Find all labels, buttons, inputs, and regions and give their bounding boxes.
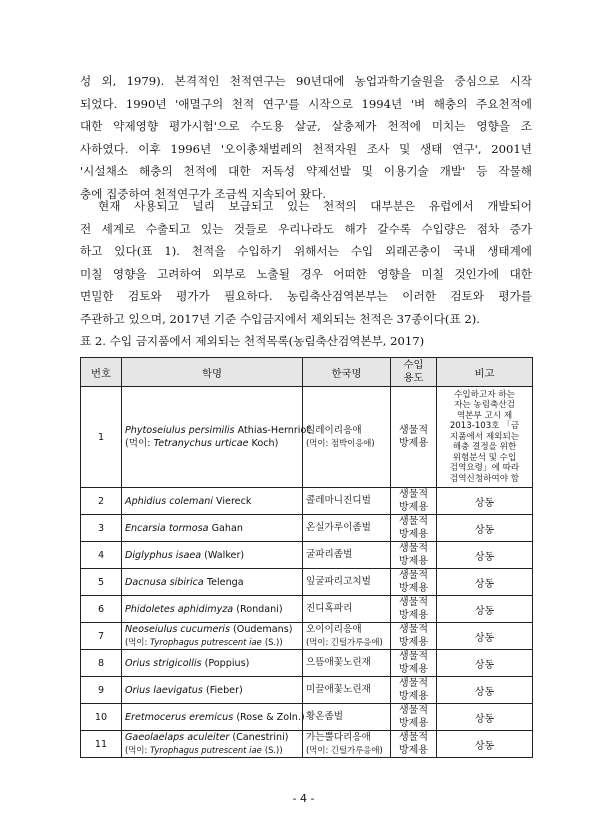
header-purpose-line2: 용도 bbox=[403, 372, 424, 384]
remarks-cell: 상동 bbox=[437, 515, 533, 542]
purpose-cell bbox=[391, 623, 437, 650]
scientific-author: (Walker) bbox=[204, 549, 245, 561]
remarks-line: 역본부 고시 제 bbox=[456, 410, 513, 421]
purpose-cell bbox=[391, 387, 437, 488]
korean-name: 칠레이리응애 bbox=[306, 424, 362, 436]
remarks-cell: 상동 bbox=[437, 677, 533, 704]
remarks-cell: 상동 bbox=[437, 623, 533, 650]
scientific-name-cell bbox=[122, 650, 303, 677]
purpose-line2: 방제용 bbox=[399, 718, 428, 729]
table-row bbox=[81, 677, 533, 704]
scientific-author: (Canestrini) bbox=[232, 732, 289, 743]
row-number: 6 bbox=[81, 596, 122, 623]
korean-name: 미끌애꽃노린재 bbox=[303, 677, 391, 704]
row-number: 11 bbox=[81, 731, 122, 758]
scientific-name-cell bbox=[122, 623, 303, 650]
scientific-author: (Poppius) bbox=[204, 657, 250, 669]
remarks-line: 수입하고자 하는 bbox=[454, 389, 515, 400]
remarks-cell: 상동 bbox=[437, 596, 533, 623]
korean-name: 잎굴파리고치벌 bbox=[303, 569, 391, 596]
korean-name: 가는뿔다리응애 bbox=[306, 731, 371, 743]
scientific-name: Eretmocerus eremicus bbox=[125, 711, 234, 723]
scientific-name-cell bbox=[122, 704, 303, 731]
prey-label: (먹이: bbox=[125, 637, 150, 647]
purpose-cell bbox=[391, 650, 437, 677]
paragraph-line: 전 세계로 수출되고 있는 것들로 우리나라도 해가 갈수록 수입량은 점차 증가 bbox=[80, 221, 532, 236]
natural-enemy-table bbox=[80, 357, 533, 758]
remarks-cell: 상동 bbox=[437, 704, 533, 731]
korean-name-cell bbox=[303, 387, 391, 488]
scientific-name-cell bbox=[122, 488, 303, 515]
row-number: 8 bbox=[81, 650, 122, 677]
scientific-name: Phidoletes aphidimyza bbox=[125, 603, 234, 615]
purpose-line2: 방제용 bbox=[399, 664, 428, 675]
paragraph-line: 면밀한 검토와 평가가 필요하다. 농림축산검역본부는 이러한 검토와 평가를 bbox=[80, 289, 532, 303]
scientific-author: (Oudemans) bbox=[233, 624, 293, 635]
scientific-author: (Fieber) bbox=[205, 684, 243, 696]
purpose-line1: 생물적 bbox=[399, 516, 428, 527]
paragraph-line: '시설채소 해충의 천적에 대한 저독성 약제선발 및 이용기술 개발' 등 작물해 bbox=[80, 164, 532, 178]
remarks-cell: 상동 bbox=[437, 731, 533, 758]
remarks-text bbox=[440, 390, 529, 485]
remarks-cell: 상동 bbox=[437, 542, 533, 569]
table-header-row bbox=[81, 358, 533, 387]
purpose-cell bbox=[391, 677, 437, 704]
purpose-line1: 생물적 bbox=[399, 678, 428, 689]
scientific-name-cell bbox=[122, 596, 303, 623]
purpose-cell bbox=[391, 569, 437, 596]
table-row bbox=[81, 387, 533, 488]
paragraph-line: 되었다. 1990년 '애멸구의 천적 연구'를 시작으로 1994년 '벼 해충의 주요천적에 bbox=[80, 96, 532, 111]
scientific-name: Orius strigicollis bbox=[125, 657, 202, 669]
purpose-line1: 생물적 bbox=[399, 732, 428, 743]
scientific-name-cell bbox=[122, 542, 303, 569]
remarks-line: 해충 결정을 위한 bbox=[452, 442, 517, 453]
remarks-cell bbox=[437, 387, 533, 488]
row-number: 7 bbox=[81, 623, 122, 650]
header-scientific-name: 학명 bbox=[122, 358, 303, 387]
scientific-name-cell bbox=[122, 387, 311, 488]
table-row bbox=[81, 569, 533, 596]
table-row bbox=[81, 623, 533, 650]
prey-author: (S.)) bbox=[264, 637, 283, 647]
scientific-author: (Rondani) bbox=[236, 603, 283, 615]
purpose-cell bbox=[391, 542, 437, 569]
purpose-line1: 생물적 bbox=[399, 624, 428, 635]
purpose-line1: 생물적 bbox=[399, 543, 428, 554]
scientific-author: (Rose & Zoln.) bbox=[236, 711, 305, 723]
purpose-line2: 방제용 bbox=[399, 691, 428, 702]
prey-scientific-name: Tetranychus urticae bbox=[153, 438, 249, 449]
table-row bbox=[81, 650, 533, 677]
korean-name: 으뜸애꽃노린재 bbox=[303, 650, 391, 677]
remarks-cell: 상동 bbox=[437, 488, 533, 515]
table-row bbox=[81, 542, 533, 569]
remarks-line: 검역요령」에 따라 bbox=[449, 463, 520, 474]
scientific-name: Aphidius colemani bbox=[125, 495, 213, 507]
table-row bbox=[81, 515, 533, 542]
prey-label: (먹이: bbox=[125, 745, 150, 755]
purpose-line2: 방제용 bbox=[399, 438, 428, 449]
row-number: 4 bbox=[81, 542, 122, 569]
prey-scientific-name: Tyrophagus putrescent iae bbox=[149, 745, 262, 755]
body-paragraph-2 bbox=[80, 195, 532, 330]
paragraph-line: 성 외, 1979). 본격적인 천적연구는 90년대에 농업과학기술원을 중심으로 시작 bbox=[80, 74, 532, 88]
scientific-name: Dacnusa sibirica bbox=[125, 576, 204, 588]
korean-prey-name: (먹이: 긴털가루응애) bbox=[306, 744, 383, 755]
remarks-line: 검역신청하여야 함 bbox=[449, 473, 520, 484]
scientific-name: Phytoseiulus persimilis bbox=[125, 425, 235, 436]
remarks-line: 위험분석 및 수입 bbox=[452, 452, 517, 463]
paragraph-line: 사하였다. 이후 1996년 '오이총채벌레의 천적자원 조사 및 생태 연구', 2001년 bbox=[80, 141, 532, 156]
purpose-line1: 생물적 bbox=[399, 570, 428, 581]
header-import-purpose bbox=[391, 358, 437, 387]
body-paragraph-1 bbox=[80, 70, 532, 205]
paragraph-line: 대한 약제영향 평가시험'으로 수도용 살균, 살충제가 천적에 미치는 영향을 조 bbox=[80, 119, 532, 133]
table-caption: 표 2. 수입 금지품에서 제외되는 천적목록(농림축산검역본부, 2017) bbox=[80, 334, 425, 348]
scientific-name-cell bbox=[122, 569, 303, 596]
korean-name: 오이이리응애 bbox=[306, 623, 362, 635]
header-korean-name: 한국명 bbox=[303, 358, 391, 387]
korean-name-cell bbox=[303, 623, 391, 650]
remarks-line: 지품에서 제외되는 bbox=[449, 431, 520, 442]
scientific-name-cell bbox=[122, 515, 303, 542]
row-number: 3 bbox=[81, 515, 122, 542]
prey-scientific-name: Tyrophagus putrescent iae bbox=[149, 637, 262, 647]
prey-label: (먹이: bbox=[125, 438, 154, 449]
korean-name: 황온좀벌 bbox=[303, 704, 391, 731]
scientific-name: Encarsia tormosa bbox=[125, 522, 209, 534]
purpose-line1: 생물적 bbox=[399, 597, 428, 608]
scientific-name-cell bbox=[122, 677, 303, 704]
row-number: 5 bbox=[81, 569, 122, 596]
paragraph-line: 주관하고 있으며, 2017년 기준 수입금지에서 제외되는 천적은 37종이다(표 2). bbox=[80, 311, 480, 326]
korean-prey-name: (먹이: 점박이응애) bbox=[306, 437, 375, 448]
purpose-line1: 생물적 bbox=[399, 705, 428, 716]
korean-name: 콜레마니진디벌 bbox=[303, 488, 391, 515]
purpose-line1: 생물적 bbox=[399, 425, 428, 436]
table-row bbox=[81, 488, 533, 515]
scientific-name: Gaeolaelaps aculeiter bbox=[125, 732, 230, 743]
scientific-author: Viereck bbox=[216, 495, 252, 507]
row-number: 2 bbox=[81, 488, 122, 515]
remarks-cell: 상동 bbox=[437, 650, 533, 677]
purpose-line2: 방제용 bbox=[399, 583, 428, 594]
table-row bbox=[81, 731, 533, 758]
scientific-author: Telenga bbox=[206, 576, 244, 588]
purpose-cell bbox=[391, 731, 437, 758]
prey-author: (S.)) bbox=[264, 745, 283, 755]
table-row bbox=[81, 704, 533, 731]
korean-name-cell bbox=[303, 731, 391, 758]
purpose-line2: 방제용 bbox=[399, 556, 428, 567]
paragraph-line: 충에 집중하여 천적연구가 조금씩 지속되어 왔다. bbox=[80, 186, 327, 201]
scientific-name: Diglyphus isaea bbox=[125, 549, 202, 561]
purpose-line2: 방제용 bbox=[399, 745, 428, 756]
purpose-line1: 생물적 bbox=[399, 489, 428, 500]
korean-name: 굴파리좀벌 bbox=[303, 542, 391, 569]
purpose-cell bbox=[391, 704, 437, 731]
table-row bbox=[81, 596, 533, 623]
header-remarks: 비고 bbox=[437, 358, 533, 387]
scientific-name: Neoseiulus cucumeris bbox=[125, 624, 230, 635]
paragraph-line: 현재 사용되고 널리 보급되고 있는 천적의 대부분은 유럽에서 개발되어 bbox=[98, 199, 532, 213]
purpose-line2: 방제용 bbox=[399, 637, 428, 648]
scientific-author: Gahan bbox=[211, 522, 243, 534]
page-number: - 4 - bbox=[292, 792, 315, 805]
prey-author: Koch) bbox=[251, 438, 279, 449]
scientific-author: Athias-Hernriot bbox=[237, 425, 311, 436]
paragraph-line: 미칠 영향을 고려하여 외부로 노출될 경우 어떠한 영향을 미칠 것인가에 대한 bbox=[80, 266, 532, 281]
paragraph-line: 하고 있다(표 1). 천적을 수입하기 위해서는 수입 외래곤충이 국내 생태계에 bbox=[80, 244, 532, 258]
row-number: 1 bbox=[81, 387, 122, 488]
korean-name: 온실가루이좀벌 bbox=[303, 515, 391, 542]
header-purpose-line1: 수입 bbox=[403, 359, 424, 371]
scientific-name: Orius laevigatus bbox=[125, 684, 203, 696]
purpose-line1: 생물적 bbox=[399, 651, 428, 662]
korean-prey-name: (먹이: 긴털가루응애) bbox=[306, 636, 383, 647]
row-number: 10 bbox=[81, 704, 122, 731]
remarks-line: 자는 농림축산검 bbox=[454, 400, 515, 411]
remarks-line: 2013-103호 「금 bbox=[449, 421, 520, 432]
purpose-line2: 방제용 bbox=[399, 610, 428, 621]
scientific-name-cell bbox=[122, 731, 303, 758]
purpose-cell bbox=[391, 596, 437, 623]
row-number: 9 bbox=[81, 677, 122, 704]
purpose-cell bbox=[391, 488, 437, 515]
purpose-line2: 방제용 bbox=[399, 502, 428, 513]
header-no: 번호 bbox=[81, 358, 122, 387]
korean-name: 진디혹파리 bbox=[303, 596, 391, 623]
purpose-line2: 방제용 bbox=[399, 529, 428, 540]
remarks-cell: 상동 bbox=[437, 569, 533, 596]
purpose-cell bbox=[391, 515, 437, 542]
